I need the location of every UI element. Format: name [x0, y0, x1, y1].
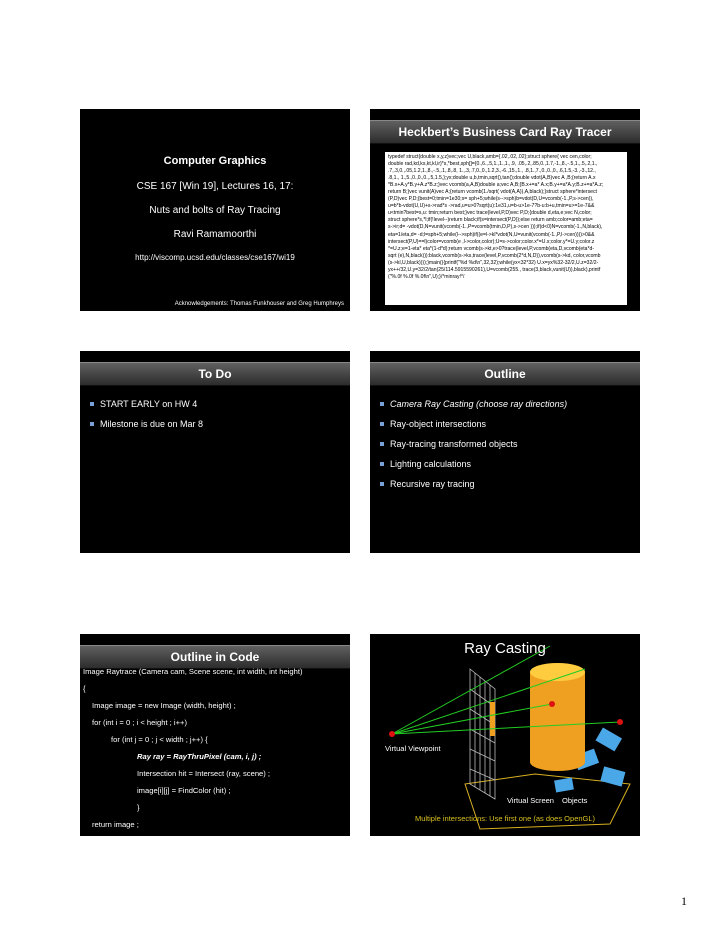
bullet-square-icon — [90, 422, 94, 426]
bullet-square-icon — [90, 402, 94, 406]
course-url[interactable]: http://viscomp.ucsd.edu/classes/cse167/wi19 — [135, 253, 295, 262]
code-line: *B.x+A.y*B.y+A.z*B.z;}vec vcomb(a,A,B)double a;vec A,B;{B.x+=a* A.x;B.y+=a*A.y;B.z+=a*A.z; — [388, 182, 604, 189]
code-line: image[i][j] = FindColor (hit) ; — [137, 786, 231, 795]
code-line: *=U.z;e=1-eta* eta*(1-d*d);return vcomb(s->kt,e>0?trace(level,P,vcomb(eta,D,vcomb(eta*d- — [388, 245, 595, 252]
slide-outline — [370, 351, 640, 553]
code-line: struct sphere*s,*l;if(!level--)return black;if(s=intersect(P,D));else return amb;color=amb;eta= — [388, 217, 593, 224]
code-line: intersect(P,U)==l)color=vcomb(e ,l->color,color);U=s->color;color.x*=U.x;color.y*=U.y;color.z — [388, 238, 595, 245]
ray-casting-diagram — [370, 634, 640, 836]
code-line: } — [83, 837, 86, 846]
list-item: Ray-object intersections — [378, 419, 634, 439]
code-line: Image Raytrace (Camera cam, Scene scene, int width, int height) — [83, 667, 303, 676]
bullet-square-icon — [380, 462, 384, 466]
code-line: .7,.3,0.,.05,1.2,1.,8.,-.5,.1,.8,.8, 1.,.3,.7,0.,0.,1.2,3.,-6.,15.,1., .8,1.,7.,0.,0.,0.,.6,1.5,-3.,-3.,12., — [388, 168, 596, 175]
objects-label: Objects — [562, 796, 588, 805]
slide-heading: Outline in Code — [80, 645, 350, 669]
bullet-square-icon — [380, 442, 384, 446]
bullet-square-icon — [380, 482, 384, 486]
code-line: u=b*b-vdot(U,U)+s->rad*s ->rad,u=u>0?sqrt(u):1e31,u=b-u>1e-7?b-u:b+u,tmin=u>=1e-7&& — [388, 203, 595, 210]
slide-heading: Outline — [370, 362, 640, 386]
code-line: typedef struct{double x,y,z}vec;vec U,black,amb={.02,.02,.02};struct sphere{ vec cen,color; — [388, 154, 592, 160]
viewpoint-marker — [389, 731, 395, 737]
list-item: START EARLY on HW 4 — [88, 399, 344, 419]
code-line: Image image = new Image (width, height) ; — [92, 701, 236, 710]
camera-rays — [392, 646, 620, 734]
code-line: double rad,kd,ks,kt,kl,ir}*s,*best,sph[]={0.,6.,.5,1.,1.,1.,.9, .05,.2,.85,0.,1.7,-1.,8.,-.5,1.,.5,.2,1., — [388, 161, 598, 168]
code-line: s->ir;d= -vdot(D,N=vunit(vcomb(-1.,P=vcomb(tmin,D,P),s->cen )));if(d<0)N=vcomb(-1.,N,black), — [388, 224, 603, 231]
code-line: .8,1., 1.,5.,0.,0.,0.,.5,1.5,};yx;double u,b,tmin,sqrt(),tan();double vdot(A,B)vec A ,B;{return A.x — [388, 175, 596, 182]
box-object — [595, 727, 622, 751]
cylinder-object — [530, 753, 585, 771]
viewpoint-label: Virtual Viewpoint — [385, 744, 441, 753]
code-line: for (int i = 0 ; i < height ; i++) — [92, 718, 187, 727]
code-line: } — [137, 803, 140, 812]
code-line: eta=1/eta,d= -d;l=sph+5;while(l-->sph)if((e=l->kl*vdot(N,U=vunit(vcomb(-1.,P,l->cen))))>0&& — [388, 231, 595, 238]
code-line: Intersection hit = Intersect (ray, scene) ; — [137, 769, 271, 778]
slide-title-heading: Computer Graphics — [163, 155, 267, 167]
slide-heading: Heckbert’s Business Card Ray Tracer — [370, 120, 640, 144]
page-number: 1 — [681, 894, 687, 908]
list-item: Lighting calculations — [378, 459, 634, 479]
list-item: Recursive ray tracing — [378, 479, 634, 499]
code-line: return B;}vec vunit(A)vec A;{return vcomb(1./sqrt( vdot(A,A)),A,black);}struct sphere*intersect — [388, 189, 597, 196]
slide-ray-casting — [370, 634, 640, 836]
code-line: u<tmin?best=s,u: tmin;return best;}vec trace(level,P,D)vec P,D;{double d,eta,e;vec N,color; — [388, 210, 592, 217]
screen-pixel — [490, 702, 495, 736]
code-line: for (int j = 0 ; j < width ; j++) { — [111, 735, 208, 744]
course-line: CSE 167 [Win 19], Lectures 16, 17: — [136, 181, 294, 192]
bullet-square-icon — [380, 402, 384, 406]
business-card-code — [385, 152, 627, 305]
pseudo-code — [83, 667, 348, 854]
overlay-caption: Multiple intersections: Use first one (as does OpenGL) — [414, 814, 596, 823]
topic-line: Nuts and bolts of Ray Tracing — [149, 205, 281, 216]
box-object — [600, 766, 625, 786]
outline-list — [378, 399, 634, 499]
code-line: ("%.0f %.0f %.0f\n",U);}/*minray!*/ — [388, 273, 465, 280]
box-object — [554, 778, 574, 793]
code-line: (s->kl,U,black))));}main(){printf("%d %d\n",32,32);while(yx<32*32) U.x=yx%32-32/2,U.z=32/2- — [388, 259, 599, 266]
screen-label: Virtual Screen — [507, 796, 554, 805]
intersection-point — [617, 719, 623, 725]
slide-todo — [80, 351, 350, 553]
code-line: return image ; — [92, 820, 139, 829]
list-item: Milestone is due on Mar 8 — [88, 419, 344, 439]
code-line: Ray ray = RayThruPixel (cam, i, j) ; — [137, 752, 262, 761]
slide-outline-code — [80, 634, 350, 846]
acknowledgements: Acknowledgements: Thomas Funkhouser and Greg Humphreys — [174, 301, 344, 307]
code-line: (P,D)vec P,D;{best=0;tmin=1e30;s= sph+5;while(s-->sph)b=vdot(D,U=vcomb(-1.,P,s->cen)), — [388, 196, 594, 203]
cylinder-object — [530, 672, 585, 762]
intersection-point — [549, 701, 555, 707]
code-line: sqrt (e),N,black))):black,vcomb(s->ks,trace(level,P,vcomb(2*d,N,D)),vcomb(s->kd, color,vcomb — [388, 252, 601, 259]
slide-title — [80, 109, 350, 311]
slide-heading: Ray Casting — [464, 640, 546, 657]
slide-heading: To Do — [80, 362, 350, 386]
code-line: { — [83, 684, 86, 693]
slide-heckbert — [370, 109, 640, 311]
bullet-square-icon — [380, 422, 384, 426]
list-item: Ray-tracing transformed objects — [378, 439, 634, 459]
author-line: Ravi Ramamoorthi — [173, 229, 257, 240]
todo-list — [88, 399, 344, 439]
code-line: yx++/32,U.y=32/2/tan(25/114.5915590261),U=vcomb(255., trace(3,black,vunit(U)),black),printf — [388, 266, 601, 273]
list-item: Camera Ray Casting (choose ray directions) — [378, 399, 634, 419]
